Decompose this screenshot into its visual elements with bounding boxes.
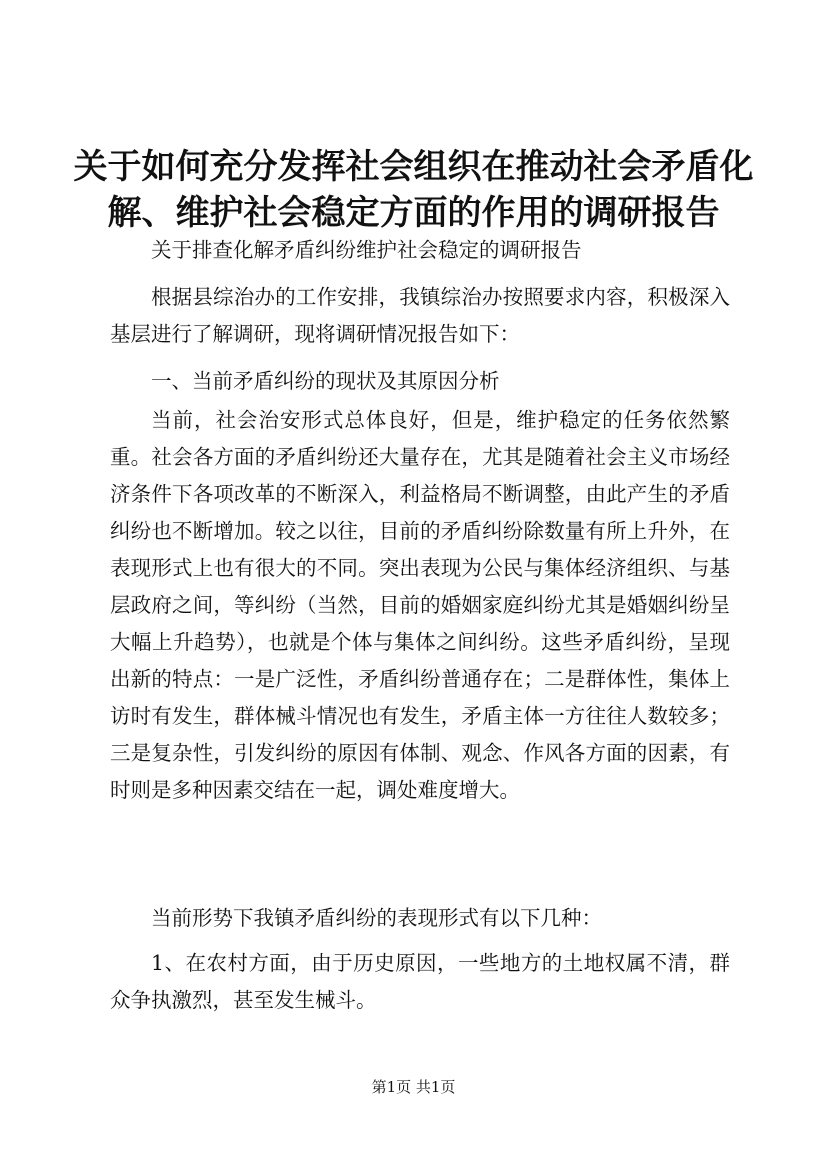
intro-paragraph: 根据县综治办的工作安排，我镇综治办按照要求内容，积极深入基层进行了解调研，现将调研情况报告如下： <box>110 285 730 346</box>
subtitle-paragraph: 关于排查化解矛盾纠纷维护社会稳定的调研报告 <box>151 238 582 262</box>
page-number-footer: 第1页 共1页 <box>371 1078 456 1096</box>
list-intro-paragraph: 当前形势下我镇矛盾纠纷的表现形式有以下几种： <box>151 906 602 930</box>
section-heading: 一、当前矛盾纠纷的现状及其原因分析 <box>151 369 500 393</box>
body-paragraph: 当前，社会治安形式总体良好，但是，维护稳定的任务依然繁重。社会各方面的矛盾纠纷还大量存在，尤其是随着社会主义市场经济条件下各项改革的不断深入，利益格局不断调整，由此产生的矛盾纠纷也不断增加。较之以往，目前的矛盾纠纷除数量有所上升外，在表现形式上也有很大的不同。突出表现为公民与集体经济组织、与基层政府之间，等纠纷（当然，目前的婚姻家庭纠纷尤其是婚姻纠纷呈大幅上升趋势），也就是个体与集体之间纠纷。这些矛盾纠纷，呈现出新的特点：一是广泛性，矛盾纠纷普通存在；二是群体性，集体上访时有发生，群体械斗情况也有发生，矛盾主体一方往往人数较多；三是复杂性，引发纠纷的原因有体制、观念、作风各方面的因素，有时则是多种因素交结在一起，调处难度增大。 <box>110 408 730 802</box>
list-item-paragraph: 1、在农村方面，由于历史原因，一些地方的土地权属不清，群众争执激烈，甚至发生械斗。 <box>110 951 730 1012</box>
document-title-line-2: 解、维护社会稳定方面的作用的调研报告 <box>107 193 720 233</box>
document-title-line-1: 关于如何充分发挥社会组织在推动社会矛盾化 <box>73 147 754 187</box>
